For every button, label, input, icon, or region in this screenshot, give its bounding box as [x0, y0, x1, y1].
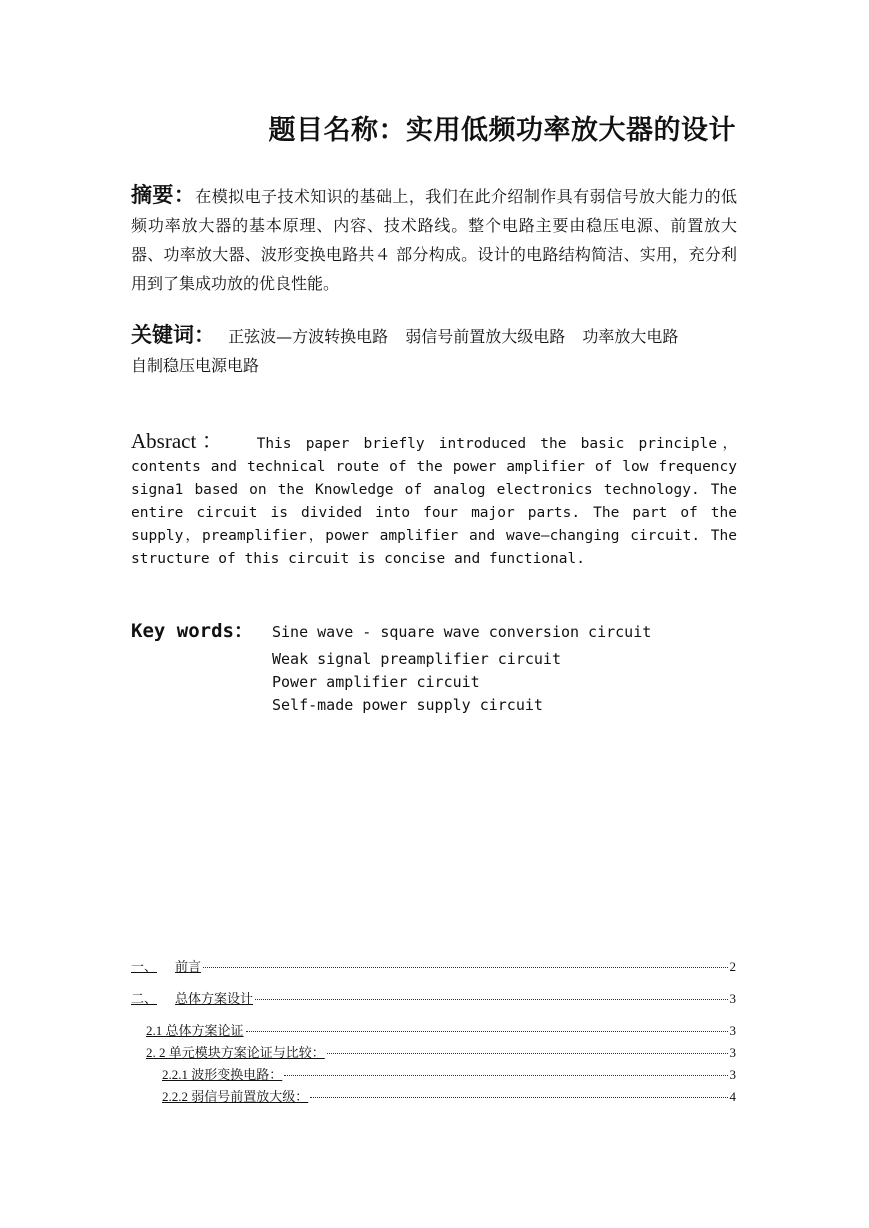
toc-leader-dots — [310, 1097, 727, 1098]
keywords-en-label: Key words： — [131, 620, 253, 642]
keyword-cn-2: 弱信号前置放大级电路 — [405, 327, 566, 346]
abstract-cn-text: 在模拟电子技术知识的基础上，我们在此介绍制作具有弱信号放大能力的低频功率放大器的基本原理、内容、技术路线。整个电路主要由稳压电源、前置放大器、功率放大器、波形变换电路共４ 部分构成。设计的电路结构简洁、实用，充分利用到了集成功放的优良性能。 — [131, 187, 737, 293]
toc-entry-label: 2.2.2 弱信号前置放大级： — [162, 1089, 309, 1104]
toc-entry-label: 2.1 总体方案论证 — [146, 1023, 244, 1038]
abstract-en-text: This paper briefly introduced the basic principle，contents and technical route of the power amplifier of low frequency signa1 based on the Knowledge of analog electronics technology. The entire circuit is divided into four major parts. The part of the supply，preamplifier，power amplifier and wave—changing circuit. The structure of this circuit is concise and functional. — [131, 436, 738, 567]
keywords-cn-label: 关键词： — [131, 322, 215, 347]
keywords-cn — [131, 320, 737, 380]
toc-leader-dots — [255, 999, 727, 1000]
abstract-en-label: Absract： — [131, 429, 229, 453]
toc-entry-2-2-2[interactable] — [131, 1086, 736, 1108]
toc-entry-page: 3 — [729, 1067, 736, 1082]
abstract-en — [131, 430, 737, 571]
table-of-contents — [131, 956, 736, 1108]
toc-entry-label: 2.2.1 波形变换电路： — [162, 1067, 283, 1082]
toc-entry-2-2[interactable] — [131, 1042, 736, 1064]
toc-entry-2-1[interactable] — [131, 1020, 736, 1042]
keyword-en-2: Weak signal preamplifier circuit — [272, 650, 561, 668]
toc-entry-number: 一、 — [131, 959, 158, 974]
toc-entry-number: 二、 — [131, 991, 158, 1006]
toc-entry-preface[interactable] — [131, 956, 736, 988]
toc-entry-label: 2. 2 单元模块方案论证与比较： — [146, 1045, 325, 1060]
toc-entry-2-2-1[interactable] — [131, 1064, 736, 1086]
keyword-cn-3: 功率放大电路 — [582, 327, 679, 346]
keyword-en-4: Self-made power supply circuit — [272, 696, 543, 714]
toc-leader-dots — [327, 1053, 728, 1054]
toc-leader-dots — [246, 1031, 728, 1032]
keyword-en-1: Sine wave - square wave conversion circuit — [271, 623, 652, 641]
page-title: 题目名称：实用低频功率放大器的设计 — [268, 115, 736, 146]
toc-entry-label: 总体方案设计 — [175, 991, 254, 1006]
abstract-cn — [131, 180, 737, 298]
keyword-en-3: Power amplifier circuit — [272, 673, 480, 691]
keyword-cn-4: 自制稳压电源电路 — [131, 356, 260, 375]
keywords-en — [131, 614, 751, 717]
toc-entry-label: 前言 — [175, 959, 202, 974]
toc-entry-page: 3 — [729, 991, 736, 1006]
keyword-cn-1: 正弦波—方波转换电路 — [228, 327, 389, 346]
toc-entry-page: 4 — [729, 1089, 736, 1104]
toc-entry-page: 3 — [729, 1023, 736, 1038]
toc-entry-page: 3 — [729, 1045, 736, 1060]
toc-leader-dots — [284, 1075, 727, 1076]
abstract-cn-label: 摘要： — [131, 182, 196, 207]
toc-entry-overall-design[interactable] — [131, 988, 736, 1020]
toc-entry-page: 2 — [729, 959, 736, 974]
toc-leader-dots — [203, 967, 727, 968]
